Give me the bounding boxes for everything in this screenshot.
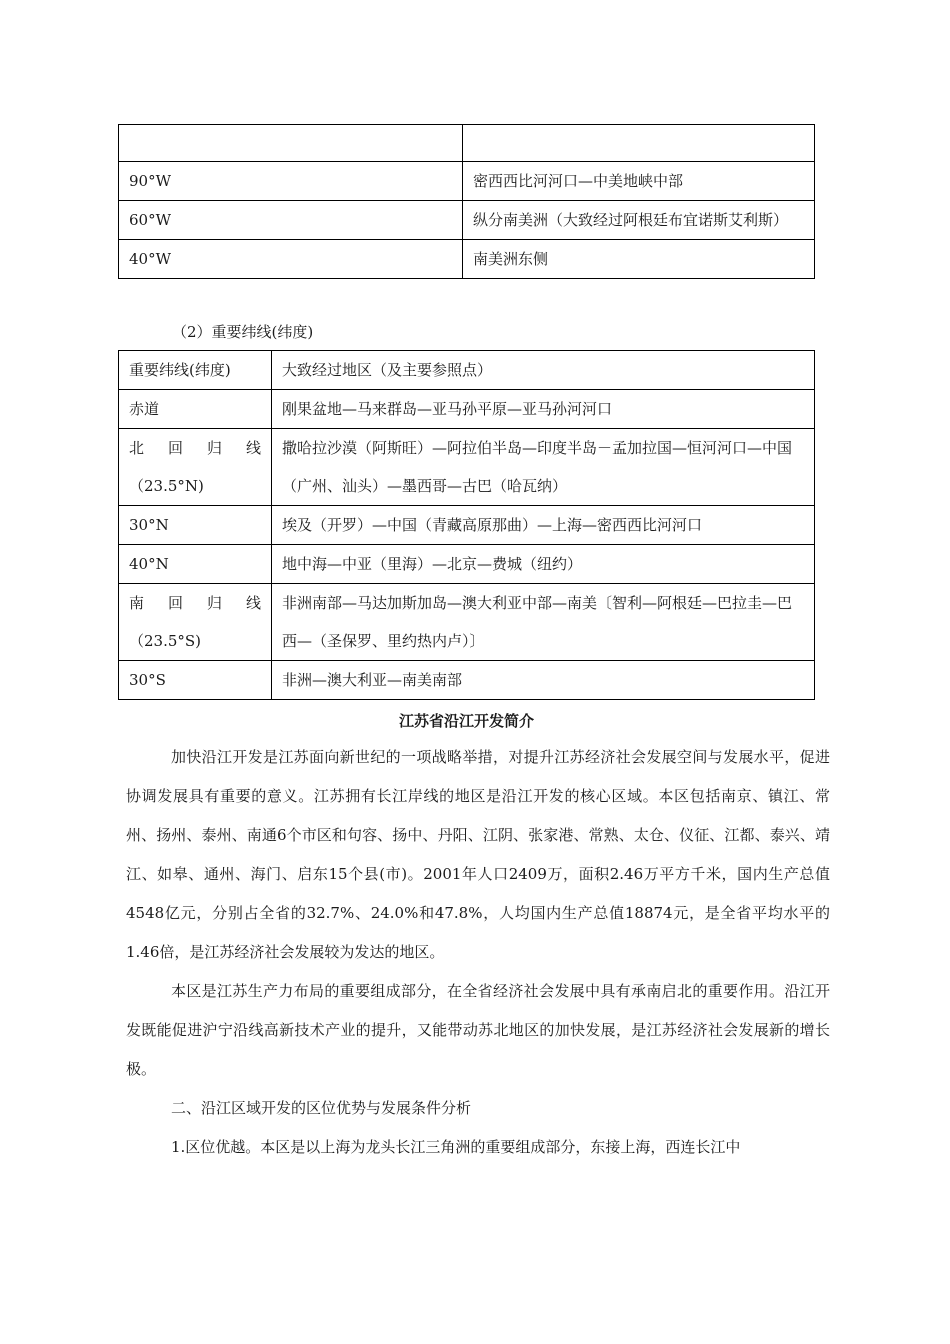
table-cell: 60°W <box>119 201 463 240</box>
table-row <box>119 162 815 201</box>
table-cell: 南美洲东侧 <box>463 240 815 279</box>
table-cell: 纵分南美洲（大致经过阿根廷布宜诺斯艾利斯） <box>463 201 815 240</box>
paragraph: 本区是江苏生产力布局的重要组成部分，在全省经济社会发展中具有承南启北的重要作用。沿江开发既能促进沪宁沿线高新技术产业的提升，又能带动苏北地区的加快发展，是江苏经济社会发展新的增长极。 <box>126 982 830 1078</box>
table-cell: 40°W <box>119 240 463 279</box>
table-cell: 埃及（开罗）—中国（青藏高原那曲）—上海—密西西比河河口 <box>272 506 815 545</box>
table-cell: 90°W <box>119 162 463 201</box>
table-header-row <box>119 351 815 390</box>
latitude-value: （23.5°S) <box>129 632 202 650</box>
table-cell: 地中海—中亚（里海）—北京—费城（纽约） <box>272 545 815 584</box>
latitude-name: 30°S <box>129 671 166 689</box>
table-row <box>119 125 815 162</box>
section-heading: 二、沿江区域开发的区位优势与发展条件分析 <box>171 1099 472 1117</box>
meridian-table <box>118 124 815 279</box>
table-row <box>119 584 815 661</box>
table-row <box>119 506 815 545</box>
latitude-name: 赤道 <box>129 400 160 418</box>
article-body <box>126 738 830 1167</box>
table-cell <box>119 429 272 506</box>
table-cell: 非洲—澳大利亚—南美南部 <box>272 661 815 700</box>
paragraph: 加快沿江开发是江苏面向新世纪的一项战略举措，对提升江苏经济社会发展空间与发展水平，促进协调发展具有重要的意义。江苏拥有长江岸线的地区是沿江开发的核心区域。本区包括南京、镇江、常州、扬州、泰州、南通6个市区和句容、扬中、丹阳、江阴、张家港、常熟、太仓、仪征、江都、泰兴、靖江、如皋、通州、海门、启东15个县(市)。2001年人口2409万，面积2.46万平方千米，国内生产总值4548亿元，分别占全省的32.7%、24.0%和47.8%，人均国内生产总值18874元，是全省平均水平的1.46倍，是江苏经济社会发展较为发达的地区。 <box>126 748 830 961</box>
table-cell <box>119 506 272 545</box>
latitude-table <box>118 350 815 700</box>
latitude-caption: （2）重要纬线(纬度) <box>172 323 314 341</box>
table-cell <box>463 125 815 162</box>
table-cell: 刚果盆地—马来群岛—亚马孙平原—亚马孙河河口 <box>272 390 815 429</box>
table-cell <box>119 661 272 700</box>
table-cell <box>119 125 463 162</box>
table-row <box>119 429 815 506</box>
table-row <box>119 240 815 279</box>
latitude-value: （23.5°N) <box>129 477 204 495</box>
paragraph: 1.区位优越。本区是以上海为龙头长江三角洲的重要组成部分，东接上海，西连长江中 <box>171 1138 741 1156</box>
table-cell: 非洲南部—马达加斯加岛—澳大利亚中部—南美〔智利—阿根廷—巴拉圭—巴西—（圣保罗、里约热内卢）〕 <box>272 584 815 661</box>
table-cell <box>119 584 272 661</box>
table-header-cell: 重要纬线(纬度) <box>119 351 272 390</box>
table-cell: 撒哈拉沙漠（阿斯旺）—阿拉伯半岛—印度半岛－孟加拉国—恒河河口—中国（广州、汕头）—墨西哥—古巴（哈瓦纳） <box>272 429 815 506</box>
table-header-cell: 大致经过地区（及主要参照点） <box>272 351 815 390</box>
latitude-name: 南 回 归 线 <box>129 594 261 612</box>
table-row <box>119 390 815 429</box>
table-cell <box>119 390 272 429</box>
latitude-name: 北 回 归 线 <box>129 439 261 457</box>
table-row <box>119 201 815 240</box>
latitude-name: 40°N <box>129 555 169 573</box>
table-cell: 密西西比河河口—中美地峡中部 <box>463 162 815 201</box>
table-row <box>119 661 815 700</box>
article-title: 江苏省沿江开发简介 <box>398 712 534 730</box>
table-cell <box>119 545 272 584</box>
table-row <box>119 545 815 584</box>
latitude-name: 30°N <box>129 516 169 534</box>
